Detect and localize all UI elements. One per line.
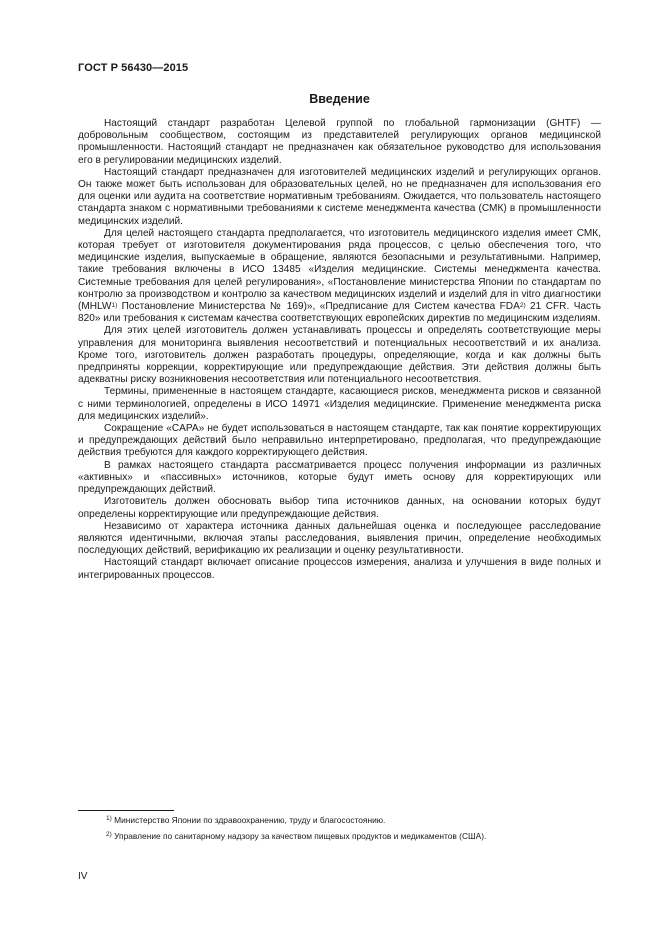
footnote-ref-2: 2) xyxy=(519,302,526,310)
footnote-ref-1: 1) xyxy=(111,302,118,310)
footnotes xyxy=(78,812,601,844)
footnote-2-mark: 2) xyxy=(106,831,112,838)
footnote-1 xyxy=(78,812,601,828)
paragraph-8: Изготовитель должен обосновать выбор типа источников данных, на основании которых будут определены корректирующие или предупреждающие действия. xyxy=(78,496,601,520)
page-number: IV xyxy=(78,871,88,882)
paragraph-3-part-c: 21 CFR. Часть 820» или требования к системам качества соответствующих европейских директив по медицинским изделиям. xyxy=(78,301,601,325)
section-title: Введение xyxy=(309,92,370,106)
paragraph-1: Настоящий стандарт разработан Целевой группой по глобальной гармонизации (GHTF) — добровольным сообществом, состоящим из представителей регулирующих органов медицинской промышленности. Настоящий стандарт не предназначен как обязательное руководство для использования его в регулировании медицинских изделий. xyxy=(78,118,601,166)
standard-code: ГОСТ Р 56430—2015 xyxy=(78,62,189,74)
footnote-1-mark: 1) xyxy=(106,815,112,822)
body-text xyxy=(78,118,601,582)
paragraph-3-part-b: Постановление Министерства № 169)», «Предписание для Систем качества FDA xyxy=(117,301,520,313)
footnote-1-text: Министерство Японии по здравоохранению, труду и благосостоянию. xyxy=(111,815,386,825)
paragraph-3-part-a: Для целей настоящего стандарта предполагается, что изготовитель медицинского изделия имеет СМК, которая требует от изготовителя документирования ряда процессов, с целью обеспечения того, что медицинские изделия, выпускаемые в обращение, являются безопасными и результативными. Например, такие требования включены в ИСО 13485 «Изделия медицинские. Системы менеджмента качества. Системные требования для целей регулирования», «Постановление министерства Японии по стандартам по контролю за производством и контролю за качеством медицинских изделий и изделий для in vitro диагностики (MHLW xyxy=(78,227,601,313)
paragraph-10: Настоящий стандарт включает описание процессов измерения, анализа и улучшения в виде полных и интегрированных процессов. xyxy=(78,557,601,581)
paragraph-9: Независимо от характера источника данных дальнейшая оценка и последующее расследование являются идентичными, включая этапы расследования, выявления причин, определение необходимых последующих действий, верификацию их реализации и оценку результативности. xyxy=(78,520,601,557)
footnote-2-text: Управление по санитарному надзору за качеством пищевых продуктов и медикаментов (США). xyxy=(111,831,487,841)
paragraph-2: Настоящий стандарт предназначен для изготовителей медицинских изделий и регулирующих органов. Он также может быть использован для образовательных целей, но не предназначен для использования его для оценки или аудита на соответствие нормативным требованиям. Ожидается, что пользователь настоящего стандарта знаком с нормативными требованиями к системе менеджмента качества (СМК) в промышленности медицинских изделий. xyxy=(78,166,601,227)
paragraph-4: Для этих целей изготовитель должен устанавливать процессы и определять соответствующие меры управления для мониторинга выявления несоответствий и потенциальных несоответствий и их анализа. Кроме того, изготовитель должен разработать процедуры, определяющие, когда и как должны быть предприняты коррекции, корректирующие или предупреждающие действия. Эти действия должны быть адекватны риску возникновения несоответствия или потенциального несоответствия. xyxy=(78,325,601,386)
paragraph-5: Термины, примененные в настоящем стандарте, касающиеся рисков, менеджмента рисков и связанной с ними терминологией, определены в ИСО 14971 «Изделия медицинские. Применение менеджмента риска для медицинских изделий». xyxy=(78,386,601,422)
paragraph-3 xyxy=(78,228,601,326)
footnote-2 xyxy=(78,828,601,844)
paragraph-7: В рамках настоящего стандарта рассматривается процесс получения информации из различных «активных» и «пассивных» источников, которые будут иметь основу для корректирующих или предупреждающих действий. xyxy=(78,459,601,496)
footnote-divider xyxy=(78,810,174,811)
paragraph-6: Сокращение «CAPA» не будет использоваться в настоящем стандарте, так как понятие корректирующих и предупреждающих действий было неправильно интерпретировано, предполагая, что предупреждающие действия требуются для каждого корректирующего действия. xyxy=(78,423,601,459)
